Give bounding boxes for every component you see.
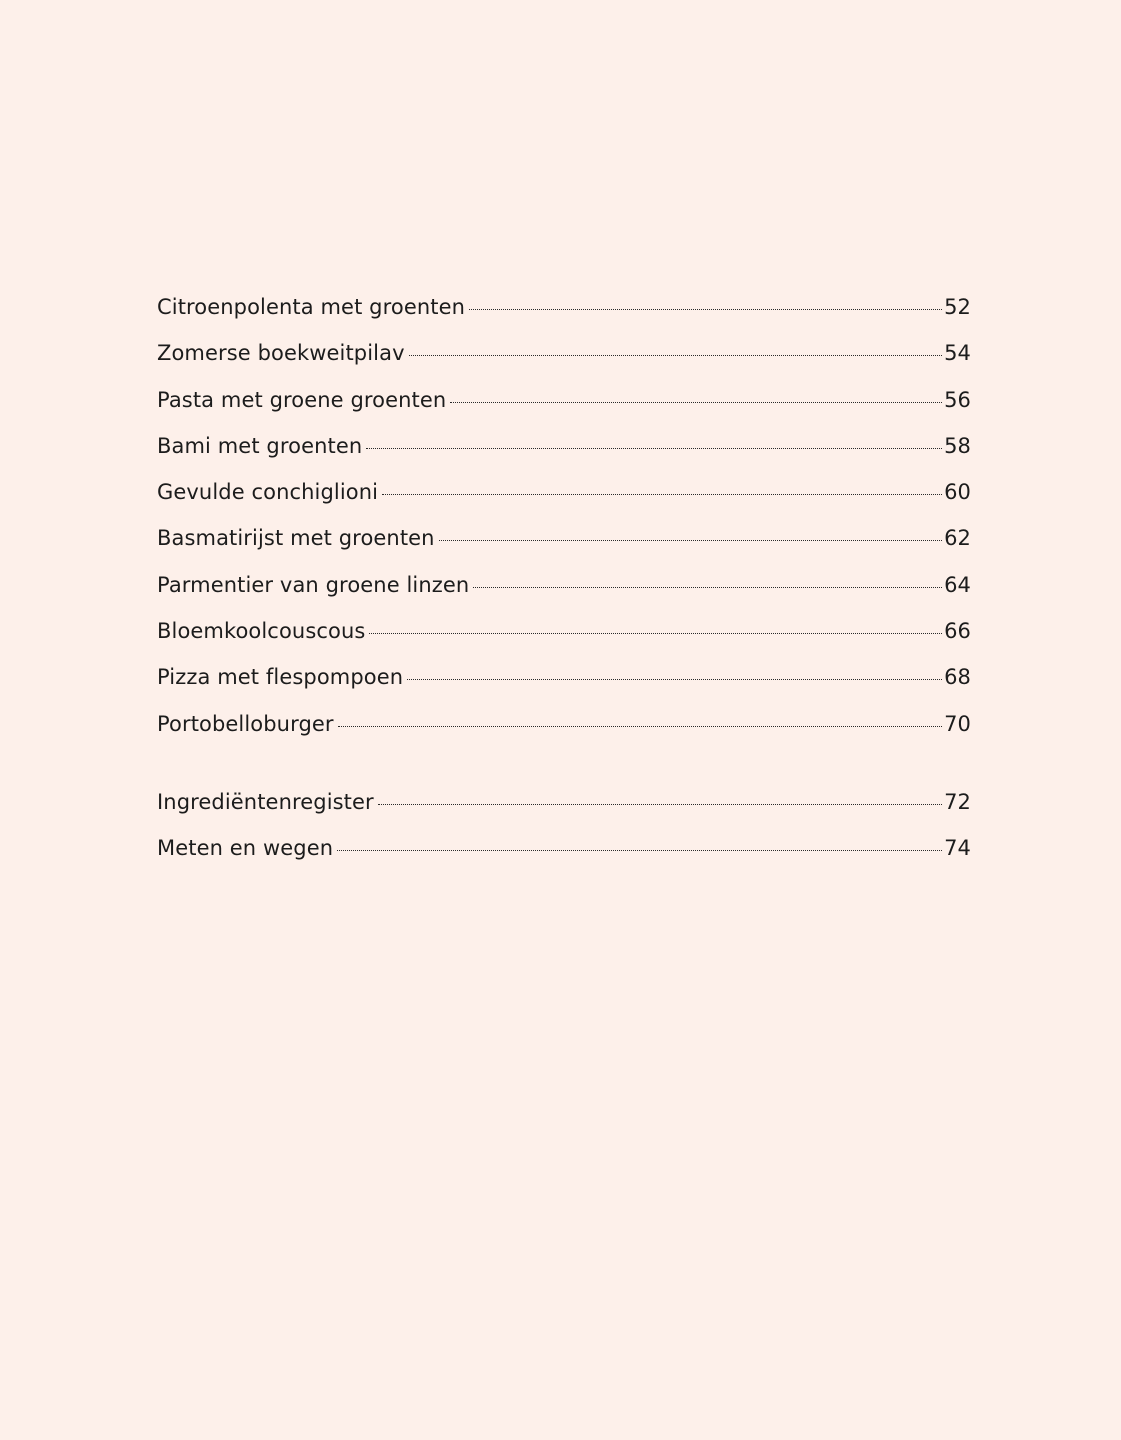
- page-number: 58: [944, 433, 971, 458]
- entry-title: Bloemkoolcouscous: [157, 619, 366, 644]
- entry-title: Parmentier van groene linzen: [157, 572, 470, 597]
- toc-entry[interactable]: [157, 612, 971, 658]
- toc-entry[interactable]: [157, 566, 971, 612]
- page-number: 62: [944, 526, 971, 551]
- page-number: 60: [944, 480, 971, 505]
- dot-leader: [338, 726, 942, 727]
- toc-entry[interactable]: [157, 829, 971, 875]
- dot-leader: [450, 402, 942, 403]
- entry-title: Bami met groenten: [157, 433, 363, 458]
- entry-title: Ingrediëntenregister: [157, 789, 374, 814]
- dot-leader: [409, 355, 942, 356]
- table-of-contents: [157, 288, 971, 876]
- page-number: 64: [944, 572, 971, 597]
- toc-entry[interactable]: [157, 783, 971, 829]
- dot-leader: [366, 448, 942, 449]
- toc-entry[interactable]: [157, 334, 971, 380]
- toc-entry[interactable]: [157, 519, 971, 565]
- dot-leader: [382, 494, 942, 495]
- page-number: 74: [944, 836, 971, 861]
- entry-title: Citroenpolenta met groenten: [157, 295, 466, 319]
- toc-entry[interactable]: [157, 288, 971, 334]
- page-number: 54: [944, 341, 971, 366]
- recipe-list: [157, 288, 971, 751]
- toc-entry[interactable]: [157, 658, 971, 704]
- page-number: 70: [944, 711, 971, 736]
- page-number: 56: [944, 387, 971, 412]
- page-number: 68: [944, 665, 971, 690]
- dot-leader: [473, 587, 942, 588]
- toc-entry[interactable]: [157, 381, 971, 427]
- page-number: 66: [944, 619, 971, 644]
- toc-entry[interactable]: [157, 473, 971, 519]
- dot-leader: [369, 633, 942, 634]
- entry-title: Basmatirijst met groenten: [157, 526, 435, 551]
- appendix-list: [157, 783, 971, 876]
- dot-leader: [407, 679, 942, 680]
- entry-title: Meten en wegen: [157, 836, 334, 861]
- toc-entry[interactable]: [157, 427, 971, 473]
- dot-leader: [337, 850, 942, 851]
- entry-title: Gevulde conchiglioni: [157, 480, 379, 505]
- page-number: 52: [944, 295, 971, 319]
- dot-leader: [439, 540, 942, 541]
- entry-title: Pasta met groene groenten: [157, 387, 447, 412]
- dot-leader: [469, 309, 942, 310]
- entry-title: Portobelloburger: [157, 711, 334, 736]
- toc-entry[interactable]: [157, 705, 971, 751]
- dot-leader: [378, 804, 942, 805]
- page-number: 72: [944, 789, 971, 814]
- entry-title: Zomerse boekweitpilav: [157, 341, 405, 366]
- entry-title: Pizza met flespompoen: [157, 665, 404, 690]
